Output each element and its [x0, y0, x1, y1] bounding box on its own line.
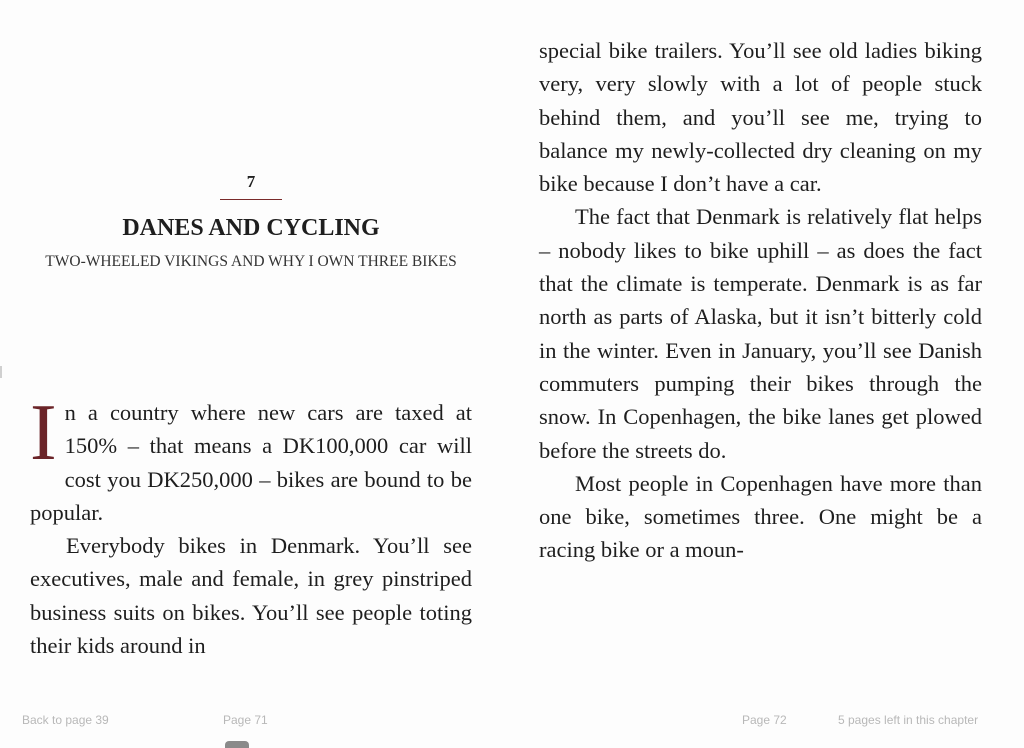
- right-page: [539, 0, 982, 700]
- page-scrubber-handle[interactable]: [225, 741, 249, 748]
- chapter-subtitle: TWO-WHEELED VIKINGS AND WHY I OWN THREE BIKES: [45, 253, 457, 270]
- pages-left-in-chapter: 5 pages left in this chapter: [838, 713, 979, 727]
- back-to-page-link[interactable]: Back to page 39: [22, 713, 109, 727]
- paragraph: [30, 389, 472, 529]
- chapter-divider: [220, 199, 282, 200]
- paragraph: The fact that Denmark is relatively flat helps – nobody likes to bike uphill – as does the fact that the climate is temperate. Denmark is as far north as parts of Alaska, but it isn’t bitterly cold in the winter. Even in January, you’ll see Danish commuters pumping their bikes through the snow. In Copenhagen, the bike lanes get plowed before the streets do.: [539, 204, 982, 463]
- right-page-number: Page 72: [742, 713, 787, 727]
- drop-cap-letter: I: [30, 389, 57, 477]
- chapter-heading: [30, 172, 472, 271]
- right-page-text: [539, 34, 982, 567]
- paragraph: Most people in Copenhagen have more than one bike, sometimes three. One might be a racing bike or a moun-: [539, 470, 982, 563]
- left-page-text: [30, 389, 472, 662]
- page-edge-marker: [0, 366, 2, 378]
- left-page: [30, 0, 472, 700]
- chapter-title: DANES AND CYCLING: [122, 215, 380, 241]
- paragraph-text: n a country where new cars are taxed at 150% – that means a DK100,000 car will cost you DK250,000 – bikes are bound to be popular.: [30, 400, 472, 525]
- left-page-number: Page 71: [223, 713, 268, 727]
- paragraph: Everybody bikes in Denmark. You’ll see executives, male and female, in grey pinstriped business suits on bikes. You’ll see people toting their kids around in: [30, 533, 472, 659]
- paragraph: special bike trailers. You’ll see old ladies biking very, very slowly with a lot of people stuck behind them, and you’ll see me, trying to balance my newly-collected dry cleaning on my bike because I don’t have a car.: [539, 38, 982, 197]
- chapter-number: 7: [246, 172, 256, 191]
